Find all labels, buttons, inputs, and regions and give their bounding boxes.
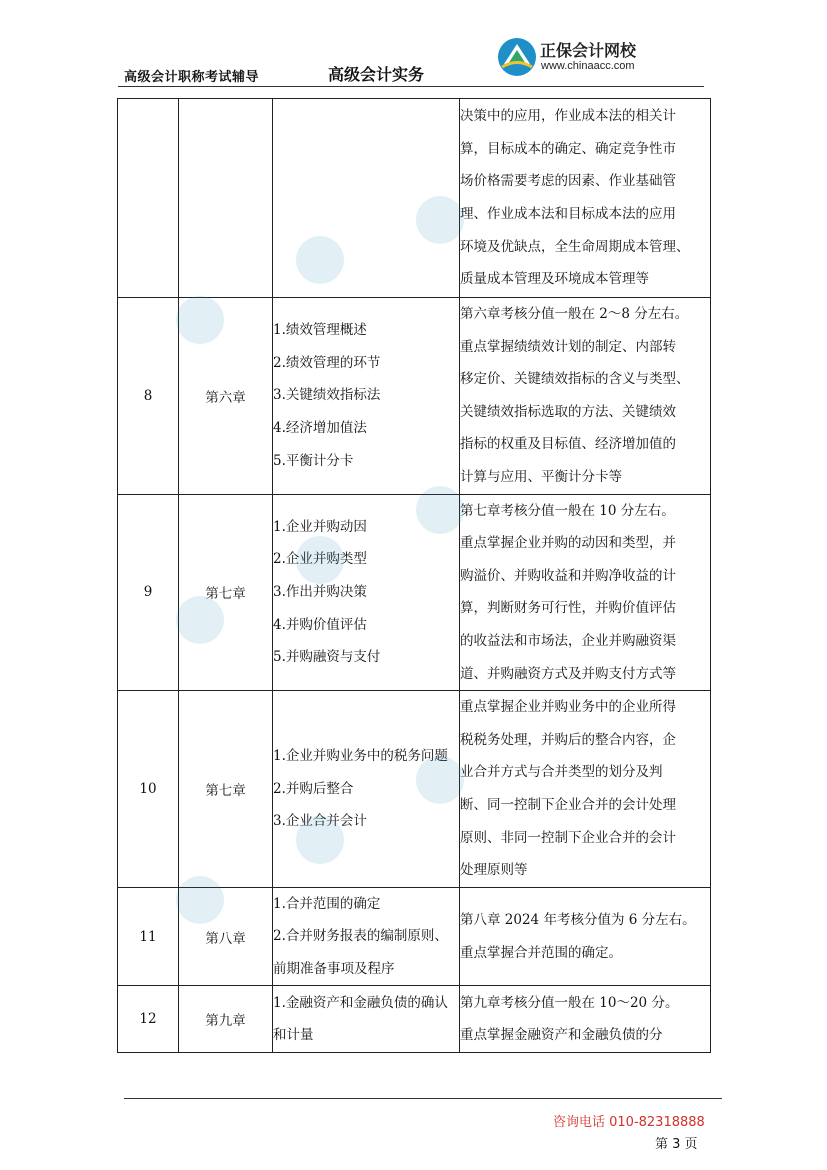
description-line: 的收益法和市场法，企业并购融资渠 (460, 632, 676, 649)
row-number: 10 (118, 691, 179, 888)
description-line: 移定价、关键绩效指标的含义与类型、 (460, 371, 690, 388)
chinaacc-logo-icon (496, 36, 538, 78)
row-number: 12 (118, 986, 179, 1053)
logo-url: www.chinaacc.com (541, 60, 635, 72)
chapter-cell: 第九章 (179, 986, 273, 1053)
chapter-cell (179, 99, 273, 298)
description-line: 第六章考核分值一般在 2～8 分左右。 (460, 306, 689, 322)
chapter-cell: 第七章 (179, 691, 273, 888)
description-line: 第九章考核分值一般在 10～20 分。 (460, 994, 679, 1011)
description-line: 重点掌握企业并购的动因和类型，并 (460, 535, 676, 552)
table-row (118, 691, 711, 888)
description-line: 算，目标成本的确定、确定竞争性市 (460, 140, 676, 157)
header-divider (118, 86, 704, 87)
topic-item: 3.作出并购决策 (273, 584, 367, 601)
chapter-cell: 第八章 (179, 887, 273, 986)
table-row (118, 99, 711, 298)
description-line: 第七章考核分值一般在 10 分左右。 (460, 502, 675, 519)
row-number: 8 (118, 298, 179, 495)
description-line: 理、作业成本法和目标成本法的应用 (460, 206, 676, 222)
description-line: 处理原则等 (460, 862, 528, 879)
description-line: 购溢价、并购收益和并购净收益的计 (460, 567, 676, 584)
topics-cell (273, 494, 460, 691)
description-cell (460, 494, 711, 691)
row-number (118, 99, 179, 298)
chapter-cell: 第七章 (179, 494, 273, 691)
topic-item: 4.并购价值评估 (273, 616, 367, 633)
topic-item: 1.合并范围的确定 (273, 895, 381, 912)
curriculum-table (117, 98, 711, 1053)
description-line: 算，判断财务可行性，并购价值评估 (460, 600, 676, 617)
description-line: 第八章 2024 年考核分值为 6 分左右。 (460, 911, 696, 928)
row-number: 9 (118, 494, 179, 691)
topic-item: 2.并购后整合 (273, 780, 354, 797)
description-line: 指标的权重及目标值、经济增加值的 (460, 436, 676, 453)
description-line: 决策中的应用，作业成本法的相关计 (460, 108, 676, 125)
table-row (118, 494, 711, 691)
description-line: 业合并方式与合并类型的划分及判 (460, 764, 663, 781)
logo-name: 正保会计网校 (540, 41, 637, 60)
topic-item: 2.绩效管理的环节 (273, 354, 381, 371)
header-left-title: 高级会计职称考试辅导 (124, 70, 260, 85)
description-cell (460, 986, 711, 1053)
footer-phone[interactable]: 咨询电话 010-82318888 (553, 1115, 705, 1130)
header-center-title: 高级会计实务 (328, 65, 425, 84)
description-line: 断、同一控制下企业合并的会计处理 (460, 796, 676, 813)
row-number: 11 (118, 887, 179, 986)
description-line: 重点掌握企业并购业务中的企业所得 (460, 699, 676, 716)
table-row (118, 887, 711, 986)
topic-item: 1.企业并购业务中的税务问题 (273, 748, 448, 765)
topic-item: 5.平衡计分卡 (273, 452, 354, 469)
description-line: 重点掌握绩绩效计划的制定、内部转 (460, 338, 676, 355)
topics-cell (273, 986, 460, 1053)
table-row (118, 298, 711, 495)
site-logo[interactable] (496, 36, 656, 78)
page-number: 第 3 页 (655, 1137, 698, 1152)
description-cell (460, 691, 711, 888)
footer-divider (124, 1098, 722, 1099)
topic-item: 5.并购融资与支付 (273, 649, 381, 666)
table-row (118, 986, 711, 1053)
topic-item: 1.金融资产和金融负债的确认和计量 (273, 994, 448, 1044)
description-line: 重点掌握合并范围的确定。 (460, 944, 622, 961)
description-cell (460, 887, 711, 986)
topic-item: 2.合并财务报表的编制原则、前期准备事项及程序 (273, 928, 448, 977)
description-line: 道、并购融资方式及并购支付方式等 (460, 665, 676, 682)
description-line: 税税务处理，并购后的整合内容，企 (460, 731, 676, 748)
topic-item: 4.经济增加值法 (273, 420, 367, 437)
topics-cell (273, 691, 460, 888)
topic-item: 1.企业并购动因 (273, 518, 367, 535)
topics-cell (273, 298, 460, 495)
description-cell (460, 99, 711, 298)
page-header (0, 0, 827, 90)
description-line: 场价格需要考虑的因素、作业基础管 (460, 173, 676, 190)
description-line: 环境及优缺点，全生命周期成本管理、 (460, 238, 690, 255)
topic-item: 3.企业合并会计 (273, 813, 367, 830)
description-line: 重点掌握金融资产和金融负债的分 (460, 1027, 663, 1044)
chapter-cell: 第六章 (179, 298, 273, 495)
topic-item: 1.绩效管理概述 (273, 322, 367, 339)
description-line: 原则、非同一控制下企业合并的会计 (460, 829, 676, 846)
topic-item: 2.企业并购类型 (273, 551, 367, 568)
topics-cell (273, 887, 460, 986)
description-line: 关键绩效指标选取的方法、关键绩效 (460, 403, 676, 420)
description-line: 计算与应用、平衡计分卡等 (460, 468, 622, 485)
description-cell (460, 298, 711, 495)
description-line: 质量成本管理及环境成本管理等 (460, 271, 649, 288)
topic-item: 3.关键绩效指标法 (273, 387, 381, 404)
topics-cell (273, 99, 460, 298)
